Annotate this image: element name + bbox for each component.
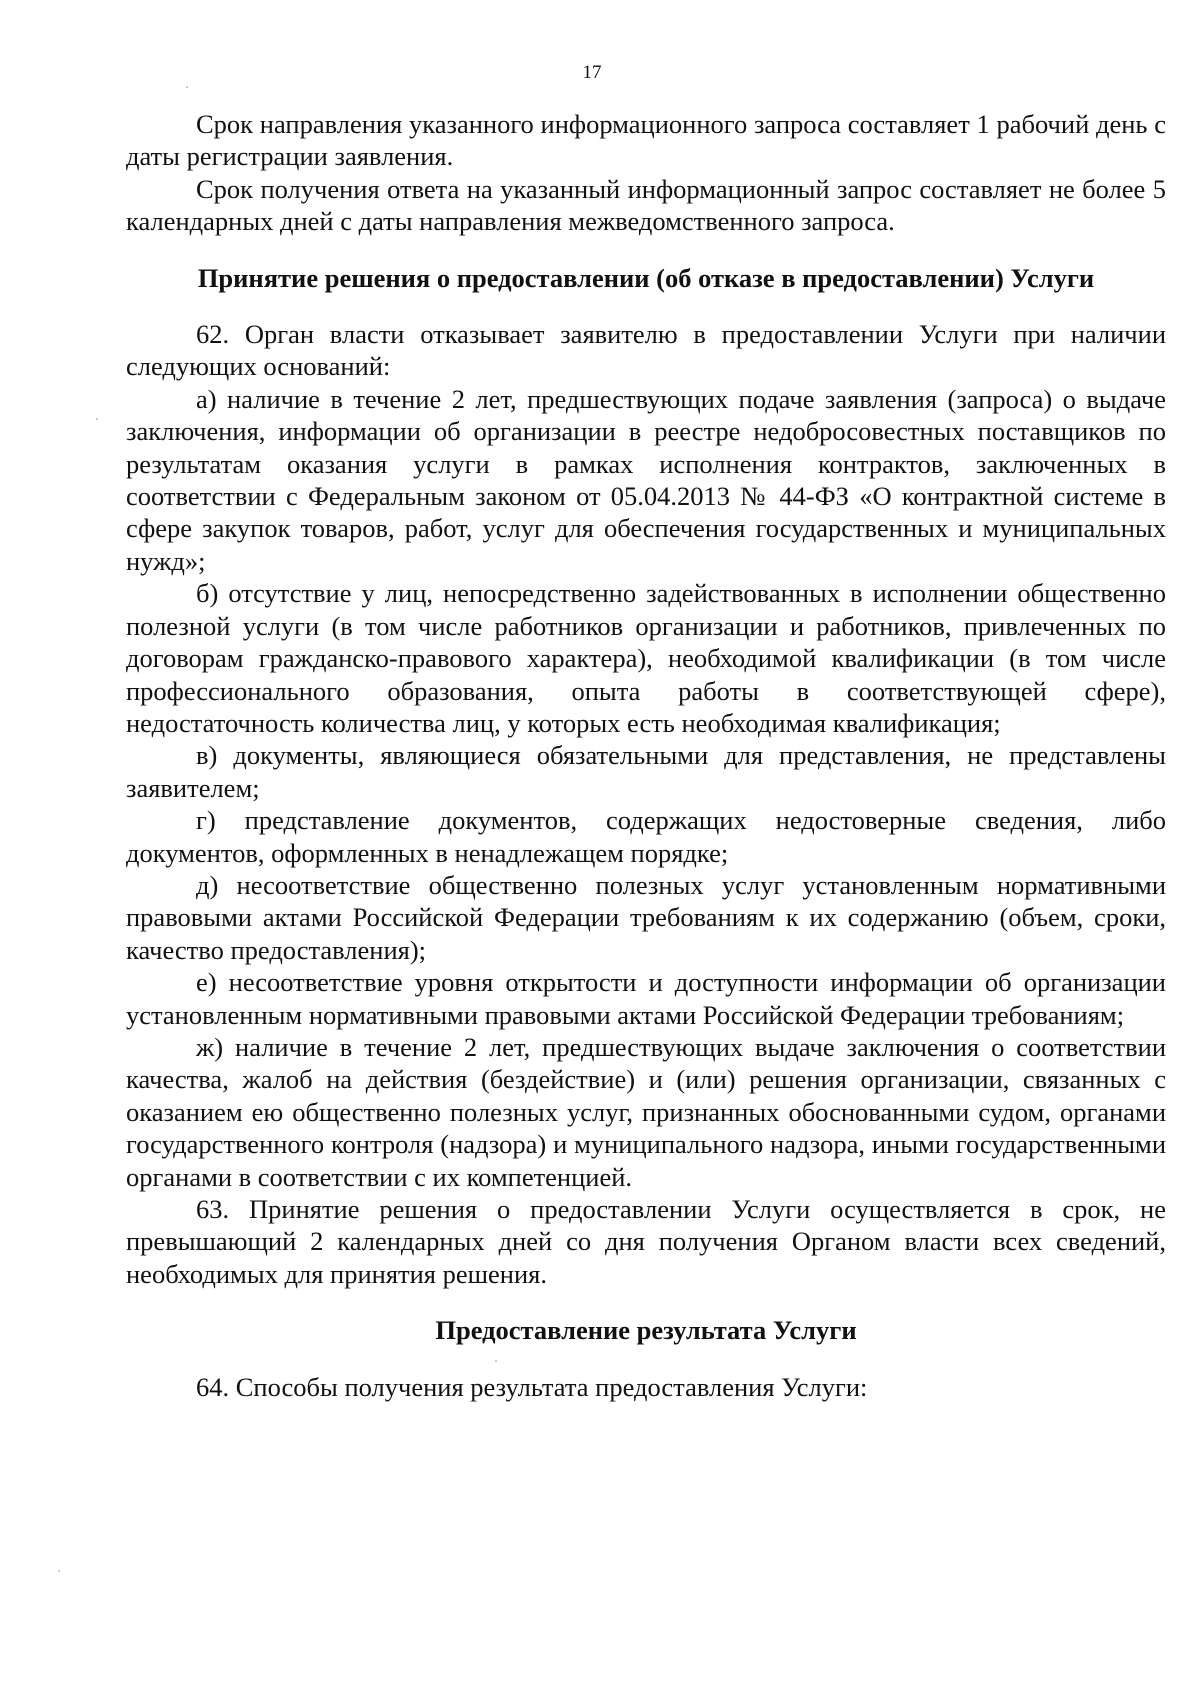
- clause-62-v: в) документы, являющиеся обязательными для представления, не представлены заявителем;: [126, 740, 1166, 803]
- clause-63: 63. Принятие решения о предоставлении Услуги осуществляется в срок, не превышающий 2 календарных дней со дня получения Органом власти всех сведений, необходимых для принятия решения.: [126, 1194, 1166, 1289]
- scan-speck: [58, 1570, 60, 1572]
- clause-62: 62. Орган власти отказывает заявителю в предоставлении Услуги при наличии следующих оснований:: [126, 319, 1166, 382]
- clause-64: 64. Способы получения результата предоставления Услуги:: [196, 1371, 868, 1402]
- scan-speck: [96, 418, 98, 420]
- clause-62-d: д) несоответствие общественно полезных услуг установленным нормативными правовыми актами Российской Федерации требованиям к их содержанию (объем, сроки, качество предоставления);: [126, 869, 1166, 965]
- clause-62-g: г) представление документов, содержащих недостоверные сведения, либо документов, оформленных в ненадлежащем порядке;: [126, 805, 1166, 868]
- clause-62-b: б) отсутствие у лиц, непосредственно задействованных в исполнении общественно полезной услуги (в том числе работников организации и работников, привлеченных по договорам гражданско-правового характера), необходимой квалификации (в том числе профессионального образования, опыта работы в соответствующей сфере), недостаточность количества лиц, у которых есть необходимая квалификация;: [126, 578, 1166, 738]
- clause-62-a: а) наличие в течение 2 лет, предшествующих подаче заявления (запроса) о выдаче заключения, информации об организации в реестре недобросовестных поставщиков по результатам оказания услуги в рамках исполнения контрактов, заключенных в соответствии с Федеральным законом от 05.04.2013 № 44-ФЗ «О контрактной системе в сфере закупок товаров, работ, услуг для обеспечения государственных и муниципальных нужд»;: [126, 383, 1166, 576]
- document-body: [126, 108, 1166, 1403]
- page-number: 17: [582, 62, 602, 83]
- section-heading-result: Предоставление результата Услуги: [435, 1315, 857, 1346]
- clause-62-zh: ж) наличие в течение 2 лет, предшествующих выдаче заключения о соответствии качества, жалоб на действия (бездействие) и (или) решения организации, связанных с оказанием ею общественно полезных услуг, признанных обоснованными судом, органами государственного контроля (надзора) и муниципального надзора, иными государственными органами в соответствии с их компетенцией.: [126, 1031, 1166, 1192]
- scan-speck: [186, 86, 188, 88]
- scan-speck: [495, 1360, 497, 1362]
- paragraph-response-deadline: Срок получения ответа на указанный информационный запрос составляет не более 5 календарных дней с даты направления межведомственного запроса.: [126, 173, 1166, 237]
- section-heading-decision: Принятие решения о предоставлении (об отказе в предоставлении) Услуги: [197, 262, 1095, 293]
- paragraph-request-deadline: Срок направления указанного информационного запроса составляет 1 рабочий день с даты регистрации заявления.: [126, 109, 1166, 172]
- clause-62-e: е) несоответствие уровня открытости и доступности информации об организации установленным нормативными правовыми актами Российской Федерации требованиям;: [126, 967, 1166, 1030]
